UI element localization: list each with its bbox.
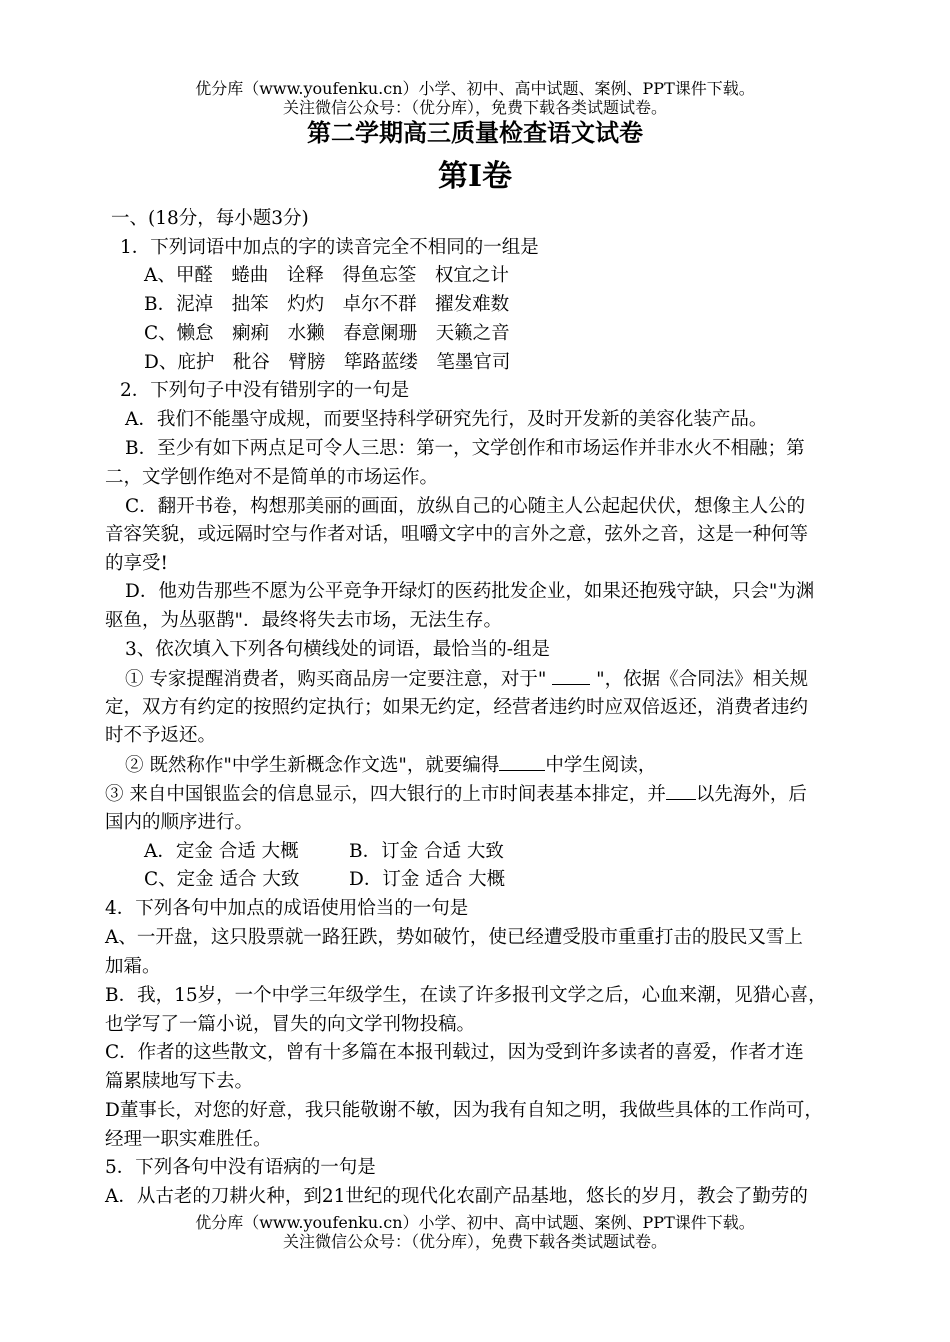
q3-sentence-1-line3: 时不予返还。 — [105, 725, 217, 746]
q3-stem: 3、依次填入下列各句横线处的词语，最恰当的-组是 — [125, 639, 551, 660]
q2-option-d-line1: D．他劝告那些不愿为公平竞争开绿灯的医药批发企业，如果还抱残守缺，只会"为渊 — [125, 581, 815, 602]
q5-option-a-line1: A．从古老的刀耕火种，到21世纪的现代化农副产品基地，悠长的岁月，教会了勤劳的 — [105, 1186, 808, 1207]
q2-option-c-line3: 的享受! — [105, 553, 168, 574]
q2-option-b-line1: B．至少有如下两点足可令人三思：第一，文学创作和市场运作并非水火不相融；第 — [125, 438, 805, 459]
q3-sentence-1-line2: 定，双方有约定的按照约定执行；如果无约定，经营者违约时应双倍返还，消费者违约 — [105, 697, 809, 718]
q3-option-a: A．定金 合适 大概 — [144, 841, 299, 862]
q2-option-a: A．我们不能墨守成规，而要坚持科学研究先行，及时开发新的美容化装产品。 — [125, 409, 768, 430]
fill-blank-3 — [666, 783, 696, 800]
q3-option-d: D．订金 适合 大概 — [349, 869, 506, 890]
q3-options-row-2 — [144, 869, 505, 891]
q4-option-d-line2: 经理一职实难胜任。 — [105, 1129, 272, 1150]
q4-option-c-line2: 篇累牍地写下去。 — [105, 1071, 254, 1092]
q4-option-a-line1: A、一开盘，这只股票就一路狂跌，势如破竹，使已经遭受股市重重打击的股民又雪上 — [105, 927, 803, 948]
q3-s1-text-before: ① 专家提醒消费者，购买商品房一定要注意，对于" — [125, 669, 553, 690]
q3-sentence-3-line2: 国内的顺序进行。 — [105, 812, 254, 833]
q3-s3-text-before: ③ 来自中国银监会的信息显示，四大银行的上市时间表基本排定，并 — [105, 784, 666, 805]
q2-stem: 2．下列句子中没有错别字的一句是 — [120, 380, 410, 401]
q3-options-row-1 — [144, 841, 504, 863]
q1-option-a: A、甲醛 蜷曲 诠释 得鱼忘筌 权宜之计 — [144, 265, 509, 286]
q3-s1-text-after: "，依据《合同法》相关规 — [590, 669, 809, 690]
q3-sentence-1-line1 — [125, 668, 808, 691]
header-line-1: 优分库（www.youfenku.cn）小学、初中、高中试题、案例、PPT课件下载。 — [195, 79, 755, 98]
volume-title: 第Ⅰ卷 — [437, 159, 513, 194]
q2-option-c-line2: 音容笑貌，或远隔时空与作者对话，咀嚼文字中的言外之意，弦外之音，这是一种何等 — [105, 524, 809, 545]
q4-option-d-line1: D董事长，对您的好意，我只能敬谢不敏，因为我有自知之明，我做些具体的工作尚可， — [105, 1100, 823, 1121]
q5-stem: 5．下列各句中没有语病的一句是 — [105, 1157, 376, 1178]
q4-option-c-line1: C．作者的这些散文，曾有十多篇在本报刊载过，因为受到许多读者的喜爱，作者才连 — [105, 1042, 804, 1063]
q1-option-c: C、懒怠 瘌痢 水獭 春意阑珊 天籁之音 — [144, 323, 510, 344]
q2-option-d-line2: 驱鱼，为丛驱鹊"．最终将失去市场，无法生存。 — [105, 610, 503, 631]
q1-stem: 1．下列词语中加点的字的读音完全不相同的一组是 — [120, 237, 539, 258]
q3-s2-text-before: ② 既然称作"中学生新概念作文选"，就要编得 — [125, 755, 500, 776]
q2-option-c-line1: C．翻开书卷，构想那美丽的画面，放纵自己的心随主人公起起伏伏，想像主人公的 — [125, 496, 806, 517]
exam-title: 第二学期高三质量检查语文试卷 — [307, 118, 643, 147]
footer-line-1: 优分库（www.youfenku.cn）小学、初中、高中试题、案例、PPT课件下载。 — [195, 1213, 755, 1232]
header-line-2: 关注微信公众号：（优分库），免费下载各类试题试卷。 — [282, 98, 667, 117]
q4-option-a-line2: 加霜。 — [105, 956, 161, 977]
q1-option-d: D、庇护 秕谷 臂膀 筚路蓝缕 笔墨官司 — [144, 352, 511, 373]
q3-option-b: B．订金 合适 大致 — [349, 841, 504, 862]
q3-option-c: C、定金 适合 大致 — [144, 869, 300, 890]
fill-blank-1 — [552, 668, 590, 685]
footer-line-2: 关注微信公众号：（优分库），免费下载各类试题试卷。 — [282, 1232, 667, 1251]
q1-option-b: B．泥淖 拙笨 灼灼 卓尔不群 擢发难数 — [144, 294, 510, 315]
q4-stem: 4．下列各句中加点的成语使用恰当的一句是 — [105, 898, 469, 919]
q3-s2-text-after: 中学生阅读， — [545, 755, 657, 776]
q3-sentence-2 — [125, 754, 656, 777]
fill-blank-2 — [499, 754, 545, 771]
q4-option-b-line1: B．我，15岁，一个中学三年级学生，在读了许多报刊文学之后，心血来潮，见猎心喜， — [105, 985, 827, 1006]
q4-option-b-line2: 也学写了一篇小说，冒失的向文学刊物投稿。 — [105, 1014, 476, 1035]
q3-s3-text-after: 以先海外，后 — [695, 784, 807, 805]
q2-option-b-line2: 二，文学刨作绝对不是简单的市场运作。 — [105, 467, 439, 488]
section-heading: 一、(18分，每小题3分) — [111, 208, 309, 229]
q3-sentence-3-line1 — [105, 783, 807, 806]
